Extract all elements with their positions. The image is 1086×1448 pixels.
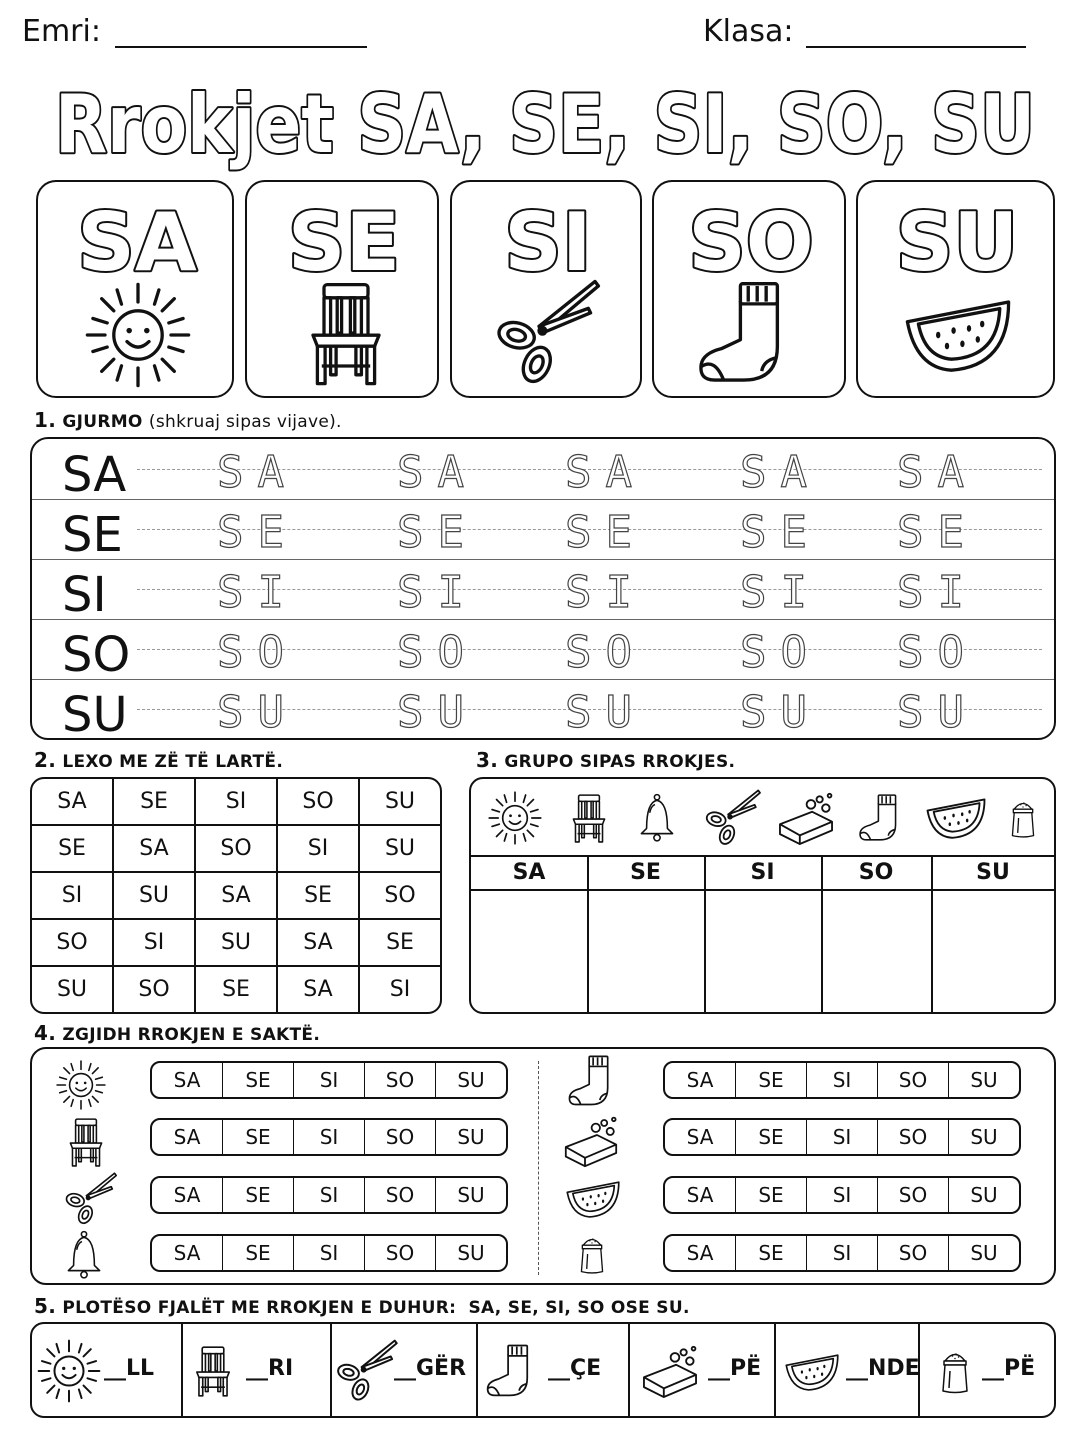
group-header-sa: SA: [512, 860, 546, 885]
trace-label: SA: [62, 447, 127, 503]
trace-letter[interactable]: SA: [740, 447, 821, 498]
chair-icon: [563, 787, 615, 849]
card-si: [450, 180, 642, 398]
scissors-icon: [703, 787, 763, 849]
sun-icon: [487, 787, 543, 849]
choice-option[interactable]: SI: [806, 1063, 877, 1097]
sock-icon: [482, 1340, 540, 1402]
choice-option[interactable]: SO: [877, 1178, 948, 1212]
table-cell: SO: [359, 872, 441, 919]
trace-letter[interactable]: SI: [897, 567, 978, 618]
class-field-line[interactable]: [806, 46, 1026, 48]
choice-row-left-4: [150, 1234, 508, 1272]
salt-shaker-icon: [570, 1225, 614, 1283]
section4-title: 4. ZGJIDH RROKJEN E SAKTË.: [34, 1021, 321, 1045]
group-header-si: SI: [750, 860, 775, 885]
choice-option[interactable]: SU: [948, 1236, 1019, 1270]
choice-option[interactable]: SI: [293, 1063, 364, 1097]
choice-option[interactable]: SA: [173, 1241, 201, 1265]
choice-option[interactable]: SE: [735, 1236, 806, 1270]
table-cell: SE: [277, 872, 359, 919]
sock-icon: [690, 277, 802, 389]
watermelon-icon: [778, 1344, 846, 1400]
chair-icon: [291, 274, 401, 392]
trace-letter[interactable]: SI: [397, 567, 478, 618]
sock-icon: [855, 787, 907, 849]
choice-option[interactable]: SO: [364, 1178, 435, 1212]
choice-option[interactable]: SI: [806, 1120, 877, 1154]
trace-letter[interactable]: SO: [565, 627, 646, 678]
table-cell: SU: [31, 966, 113, 1013]
group-answer-si[interactable]: [706, 893, 819, 1011]
table-cell: SA: [277, 919, 359, 966]
choice-option[interactable]: SI: [293, 1236, 364, 1270]
soap-icon: [634, 1340, 706, 1402]
table-cell: SA: [113, 825, 195, 872]
soap-icon: [773, 787, 839, 849]
trace-label: SO: [62, 627, 131, 683]
trace-letter[interactable]: SU: [217, 687, 298, 738]
table-row: [31, 778, 441, 825]
table-cell: SI: [195, 778, 277, 825]
choice-option[interactable]: SI: [293, 1120, 364, 1154]
table-cell: SO: [113, 966, 195, 1013]
choice-option[interactable]: SA: [173, 1183, 201, 1207]
scissors-icon: [50, 1171, 132, 1227]
card-su: [856, 180, 1055, 398]
choice-option[interactable]: SI: [806, 1178, 877, 1212]
tracing-panel: [30, 437, 1056, 743]
table-cell: SA: [31, 778, 113, 825]
fill-word-2[interactable]: __RI: [246, 1356, 294, 1381]
card-so: [652, 180, 846, 398]
table-cell: SO: [31, 919, 113, 966]
choice-row-left-1: [150, 1061, 508, 1099]
trace-letter[interactable]: SE: [897, 507, 978, 558]
choice-option[interactable]: SA: [686, 1125, 714, 1149]
choice-option[interactable]: SU: [435, 1120, 506, 1154]
choice-option[interactable]: SO: [364, 1063, 435, 1097]
table-cell: SA: [195, 872, 277, 919]
card-sa: [36, 180, 234, 398]
table-row: [31, 919, 441, 966]
choice-option[interactable]: SE: [735, 1063, 806, 1097]
table-cell: SI: [113, 919, 195, 966]
choice-option[interactable]: SA: [686, 1068, 714, 1092]
table-cell: SE: [113, 778, 195, 825]
trace-letter[interactable]: SA: [397, 447, 478, 498]
watermelon-icon: [558, 1171, 628, 1227]
trace-letter[interactable]: SE: [565, 507, 646, 558]
choice-option[interactable]: SE: [222, 1178, 293, 1212]
group-header-so: SO: [858, 860, 894, 885]
choice-option[interactable]: SO: [877, 1063, 948, 1097]
group-answer-so[interactable]: [823, 893, 929, 1011]
card-syllable: SU: [895, 196, 1019, 280]
trace-letter[interactable]: SA: [565, 447, 646, 498]
name-field-line[interactable]: [115, 46, 367, 48]
section2-title: 2. LEXO ME ZË TË LARTË.: [34, 748, 284, 772]
choice-option[interactable]: SU: [948, 1178, 1019, 1212]
name-label: Emri:: [22, 14, 101, 49]
watermelon-icon: [923, 787, 989, 849]
table-cell: SA: [277, 966, 359, 1013]
trace-label: SU: [62, 687, 128, 743]
choice-row-right-1: [663, 1061, 1021, 1099]
choice-option[interactable]: SA: [686, 1183, 714, 1207]
section5-title: 5. PLOTËSO FJALËT ME RROKJEN E DUHUR: SA, SE, SI, SO OSE SU.: [34, 1294, 690, 1318]
choice-option[interactable]: SU: [435, 1236, 506, 1270]
fill-word-6[interactable]: __NDE: [846, 1356, 920, 1381]
watermelon-icon: [878, 280, 1038, 390]
trace-letter[interactable]: SU: [897, 687, 978, 738]
choice-option[interactable]: SE: [222, 1236, 293, 1270]
table-cell: SU: [113, 872, 195, 919]
trace-letter[interactable]: SA: [217, 447, 298, 498]
class-label: Klasa:: [703, 14, 794, 49]
group-header-su: SU: [976, 860, 1010, 885]
card-syllable: SA: [77, 196, 197, 280]
section3-title: 3. GRUPO SIPAS RROKJES.: [476, 748, 736, 772]
choice-option[interactable]: SO: [877, 1236, 948, 1270]
card-syllable: SO: [688, 196, 814, 280]
choice-option[interactable]: SA: [173, 1068, 201, 1092]
bell-icon: [631, 787, 683, 849]
salt-shaker-icon: [1001, 787, 1045, 849]
table-cell: SU: [195, 919, 277, 966]
salt-shaker-icon: [930, 1338, 980, 1404]
group-answer-se[interactable]: [589, 893, 702, 1011]
page-title-text: Rrokjet SA, SE, SI, SO, SU: [55, 78, 1035, 171]
table-row: [31, 825, 441, 872]
choice-row-left-3: [150, 1176, 508, 1214]
choice-option[interactable]: SO: [877, 1120, 948, 1154]
trace-letter[interactable]: SE: [740, 507, 821, 558]
trace-letter[interactable]: SU: [565, 687, 646, 738]
choice-option[interactable]: SE: [222, 1120, 293, 1154]
sun-icon: [80, 280, 196, 390]
chair-icon: [186, 1336, 240, 1406]
trace-letter[interactable]: SU: [740, 687, 821, 738]
card-syllable: SI: [504, 196, 592, 280]
choice-option[interactable]: SI: [806, 1236, 877, 1270]
scissors-icon: [332, 1338, 402, 1404]
table-cell: SI: [359, 966, 441, 1013]
table-cell: SI: [31, 872, 113, 919]
card-syllable: SE: [287, 196, 401, 280]
trace-letter[interactable]: SI: [217, 567, 298, 618]
choice-option[interactable]: SI: [293, 1178, 364, 1212]
soap-icon: [556, 1111, 626, 1171]
choice-option[interactable]: SU: [435, 1178, 506, 1212]
choice-option[interactable]: SA: [173, 1125, 201, 1149]
fill-word-7[interactable]: __PË: [982, 1356, 1036, 1381]
choice-row-right-4: [663, 1234, 1021, 1272]
trace-letter[interactable]: SO: [217, 627, 298, 678]
scissors-icon: [480, 277, 616, 389]
reading-table: [30, 777, 442, 1014]
fill-word-1[interactable]: __LL: [104, 1356, 155, 1381]
group-answer-sa[interactable]: [473, 893, 585, 1011]
grouping-panel: [469, 777, 1056, 1014]
choice-option[interactable]: SO: [364, 1120, 435, 1154]
card-se: [245, 180, 439, 398]
trace-letter[interactable]: SA: [897, 447, 978, 498]
trace-letter[interactable]: SE: [397, 507, 478, 558]
trace-letter[interactable]: SU: [397, 687, 478, 738]
choice-panel: [30, 1047, 1056, 1285]
table-cell: SE: [359, 919, 441, 966]
table-cell: SU: [359, 778, 441, 825]
reading-table-box: [30, 777, 442, 1014]
trace-letter[interactable]: SO: [740, 627, 821, 678]
trace-letter[interactable]: SO: [897, 627, 978, 678]
choice-option[interactable]: SU: [435, 1063, 506, 1097]
table-cell: SI: [277, 825, 359, 872]
choice-option[interactable]: SA: [686, 1241, 714, 1265]
sock-icon: [564, 1053, 620, 1109]
trace-letter[interactable]: SO: [397, 627, 478, 678]
choice-option[interactable]: SE: [222, 1063, 293, 1097]
trace-letter[interactable]: SI: [740, 567, 821, 618]
fill-word-5[interactable]: __PË: [708, 1356, 762, 1381]
fill-word-4[interactable]: __ÇE: [548, 1356, 602, 1381]
trace-letter[interactable]: SE: [217, 507, 298, 558]
section1-title: 1. GJURMO (shkruaj sipas vijave).: [34, 408, 342, 432]
chair-icon: [60, 1113, 112, 1171]
trace-label: SI: [62, 567, 107, 623]
table-cell: SU: [359, 825, 441, 872]
choice-option[interactable]: SU: [948, 1120, 1019, 1154]
trace-label: SE: [62, 507, 123, 563]
choice-option[interactable]: SE: [735, 1120, 806, 1154]
table-cell: SE: [31, 825, 113, 872]
table-row: [31, 872, 441, 919]
choice-option[interactable]: SO: [364, 1236, 435, 1270]
page-title: [20, 62, 1070, 172]
sun-icon: [50, 1059, 112, 1111]
table-row: [31, 966, 441, 1013]
choice-option[interactable]: SU: [948, 1063, 1019, 1097]
bell-icon: [58, 1229, 110, 1281]
trace-letter[interactable]: SI: [565, 567, 646, 618]
choice-row-left-2: [150, 1118, 508, 1156]
group-answer-su[interactable]: [933, 893, 1053, 1011]
sun-icon: [36, 1338, 102, 1404]
fill-word-3[interactable]: __GËR: [394, 1356, 467, 1381]
table-cell: SO: [277, 778, 359, 825]
choice-row-right-2: [663, 1118, 1021, 1156]
choice-row-right-3: [663, 1176, 1021, 1214]
table-cell: SO: [195, 825, 277, 872]
group-header-se: SE: [630, 860, 661, 885]
choice-option[interactable]: SE: [735, 1178, 806, 1212]
table-cell: SE: [195, 966, 277, 1013]
